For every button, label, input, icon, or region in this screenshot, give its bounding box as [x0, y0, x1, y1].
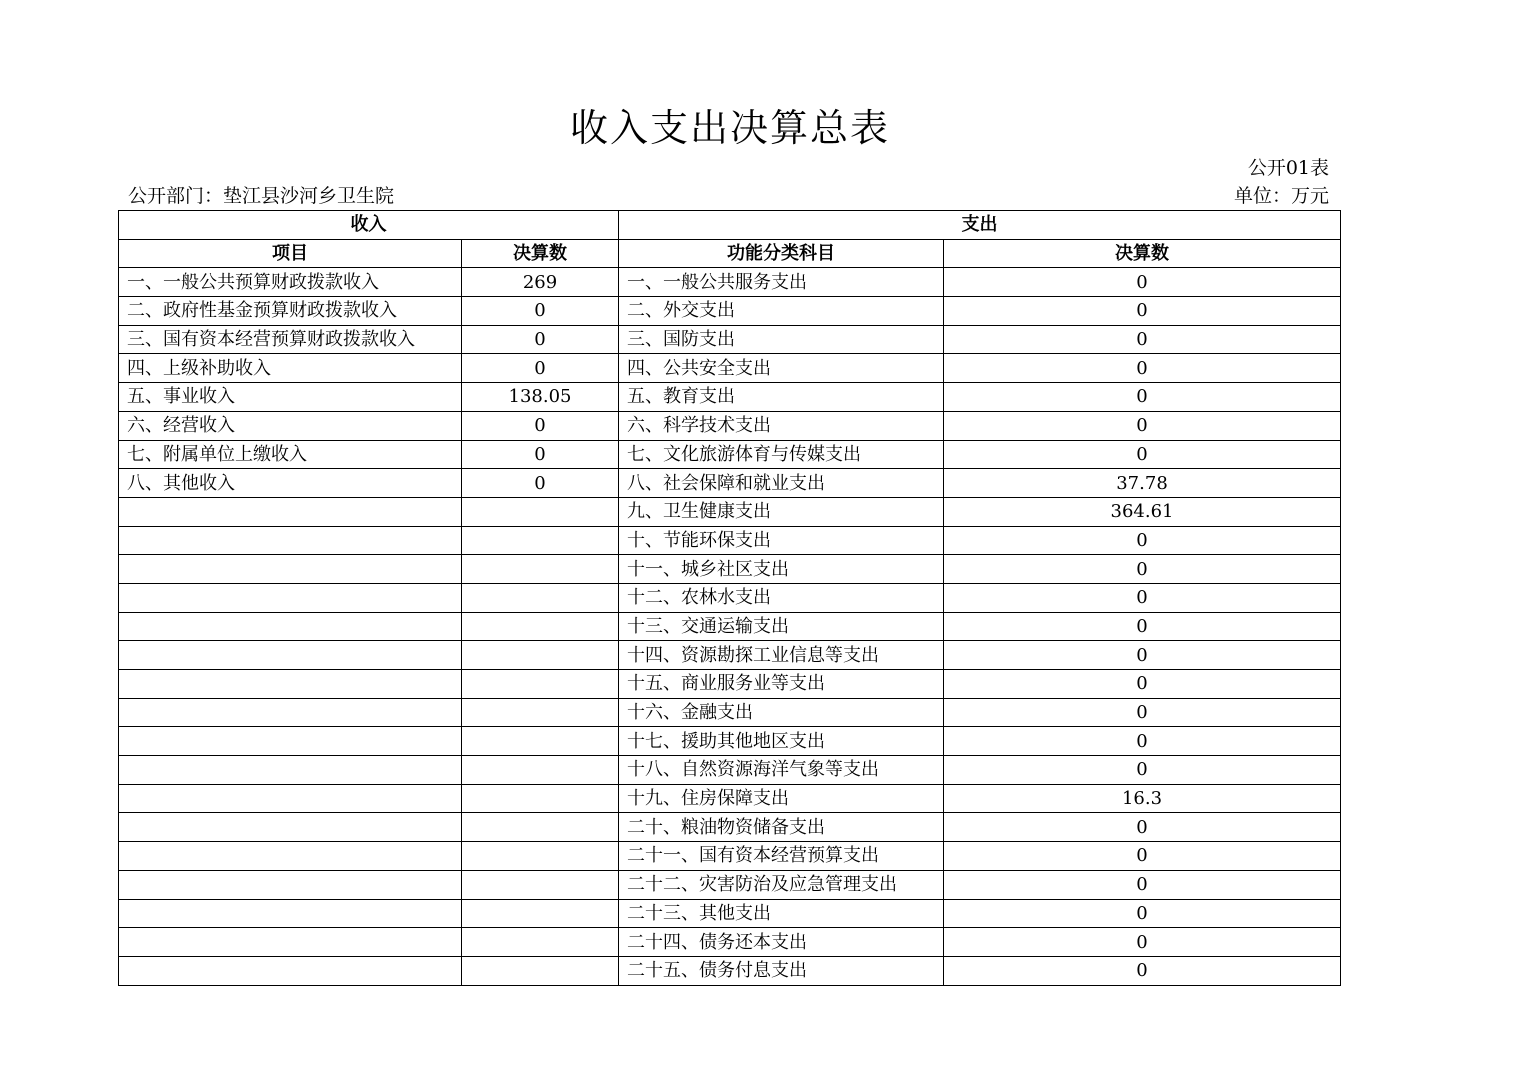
expense-amount-cell: 16.3	[944, 784, 1341, 813]
income-item-cell	[119, 641, 462, 670]
expense-amount-cell: 0	[944, 583, 1341, 612]
income-item-cell: 四、上级补助收入	[119, 354, 462, 383]
table-row	[119, 641, 1341, 670]
expense-amount-cell: 0	[944, 526, 1341, 555]
expense-amount-cell: 364.61	[944, 497, 1341, 526]
department-label: 公开部门：垫江县沙河乡卫生院	[128, 185, 395, 207]
income-amount-cell	[462, 928, 619, 957]
table-row	[119, 727, 1341, 756]
income-amount-cell: 0	[462, 440, 619, 469]
income-item-cell	[119, 842, 462, 871]
expense-item-cell: 十七、援助其他地区支出	[619, 727, 944, 756]
income-item-cell: 七、附属单位上缴收入	[119, 440, 462, 469]
expense-item-cell: 四、公共安全支出	[619, 354, 944, 383]
expense-item-cell: 七、文化旅游体育与传媒支出	[619, 440, 944, 469]
table-row	[119, 325, 1341, 354]
table-row	[119, 411, 1341, 440]
table-row	[119, 555, 1341, 584]
income-amount-cell: 138.05	[462, 383, 619, 412]
table-row	[119, 583, 1341, 612]
income-amount-cell	[462, 899, 619, 928]
expense-amount-cell: 0	[944, 842, 1341, 871]
income-amount-cell	[462, 813, 619, 842]
expense-item-cell: 十二、农林水支出	[619, 583, 944, 612]
expense-item-cell: 五、教育支出	[619, 383, 944, 412]
income-item-cell	[119, 870, 462, 899]
expense-item-cell: 二十五、债务付息支出	[619, 956, 944, 985]
income-amount-cell	[462, 555, 619, 584]
table-row	[119, 756, 1341, 785]
expense-item-cell: 三、国防支出	[619, 325, 944, 354]
income-item-cell	[119, 612, 462, 641]
income-item-cell: 二、政府性基金预算财政拨款收入	[119, 297, 462, 326]
expense-item-cell: 二十四、债务还本支出	[619, 928, 944, 957]
table-row	[119, 784, 1341, 813]
table-row	[119, 297, 1341, 326]
expense-amount-cell: 0	[944, 641, 1341, 670]
table-row	[119, 956, 1341, 985]
expense-amount-cell: 0	[944, 354, 1341, 383]
income-amount-cell	[462, 842, 619, 871]
expense-item-cell: 十九、住房保障支出	[619, 784, 944, 813]
expense-amount-cell: 0	[944, 670, 1341, 699]
expense-amount-header: 决算数	[944, 239, 1341, 268]
income-amount-cell: 269	[462, 268, 619, 297]
table-row	[119, 526, 1341, 555]
expense-amount-cell: 0	[944, 440, 1341, 469]
expense-amount-cell: 0	[944, 813, 1341, 842]
income-amount-cell: 0	[462, 354, 619, 383]
income-amount-cell: 0	[462, 469, 619, 498]
expense-item-cell: 二十三、其他支出	[619, 899, 944, 928]
income-item-cell	[119, 555, 462, 584]
income-item-cell	[119, 784, 462, 813]
income-amount-cell	[462, 583, 619, 612]
income-item-cell	[119, 727, 462, 756]
income-item-cell	[119, 928, 462, 957]
income-amount-cell: 0	[462, 325, 619, 354]
expense-amount-cell: 0	[944, 411, 1341, 440]
income-amount-header: 决算数	[462, 239, 619, 268]
expense-amount-cell: 0	[944, 956, 1341, 985]
income-amount-cell	[462, 497, 619, 526]
table-row	[119, 354, 1341, 383]
income-amount-cell	[462, 784, 619, 813]
expense-amount-cell: 0	[944, 612, 1341, 641]
table-group-header-row	[119, 211, 1341, 240]
expense-item-cell: 十五、商业服务业等支出	[619, 670, 944, 699]
expense-amount-cell: 0	[944, 268, 1341, 297]
expense-item-cell: 八、社会保障和就业支出	[619, 469, 944, 498]
expense-item-cell: 十三、交通运输支出	[619, 612, 944, 641]
unit-label: 单位：万元	[1233, 185, 1329, 207]
table-row	[119, 469, 1341, 498]
expense-item-cell: 一、一般公共服务支出	[619, 268, 944, 297]
income-amount-cell	[462, 756, 619, 785]
expense-item-cell: 二十二、灾害防治及应急管理支出	[619, 870, 944, 899]
table-row	[119, 268, 1341, 297]
expense-item-cell: 二十、粮油物资储备支出	[619, 813, 944, 842]
income-amount-cell	[462, 956, 619, 985]
expense-item-cell: 六、科学技术支出	[619, 411, 944, 440]
expense-item-cell: 十八、自然资源海洋气象等支出	[619, 756, 944, 785]
income-amount-cell	[462, 727, 619, 756]
expense-amount-cell: 0	[944, 756, 1341, 785]
page-title: 收入支出决算总表	[569, 106, 890, 150]
income-item-cell: 三、国有资本经营预算财政拨款收入	[119, 325, 462, 354]
income-expense-table	[118, 210, 1341, 986]
expense-item-cell: 十一、城乡社区支出	[619, 555, 944, 584]
income-amount-cell	[462, 870, 619, 899]
expense-amount-cell: 0	[944, 325, 1341, 354]
form-number: 公开01表	[1247, 157, 1329, 179]
income-item-cell: 八、其他收入	[119, 469, 462, 498]
expense-item-cell: 十、节能环保支出	[619, 526, 944, 555]
expense-item-header: 功能分类科目	[619, 239, 944, 268]
table-row	[119, 698, 1341, 727]
income-amount-cell	[462, 698, 619, 727]
table-row	[119, 497, 1341, 526]
table-row	[119, 670, 1341, 699]
income-amount-cell: 0	[462, 297, 619, 326]
income-item-cell	[119, 756, 462, 785]
income-item-header: 项目	[119, 239, 462, 268]
income-item-cell	[119, 583, 462, 612]
table-column-header-row	[119, 239, 1341, 268]
table-body	[119, 268, 1341, 985]
income-item-cell	[119, 497, 462, 526]
income-amount-cell	[462, 641, 619, 670]
income-item-cell: 五、事业收入	[119, 383, 462, 412]
income-item-cell	[119, 698, 462, 727]
income-item-cell	[119, 526, 462, 555]
income-item-cell	[119, 813, 462, 842]
table-row	[119, 870, 1341, 899]
income-amount-cell	[462, 612, 619, 641]
table-row	[119, 899, 1341, 928]
income-amount-cell	[462, 670, 619, 699]
table-row	[119, 842, 1341, 871]
income-item-cell: 一、一般公共预算财政拨款收入	[119, 268, 462, 297]
expense-amount-cell: 0	[944, 297, 1341, 326]
table-row	[119, 928, 1341, 957]
expense-amount-cell: 0	[944, 698, 1341, 727]
income-group-header: 收入	[119, 211, 619, 240]
income-item-cell	[119, 670, 462, 699]
table-row	[119, 383, 1341, 412]
expense-item-cell: 十六、金融支出	[619, 698, 944, 727]
expense-amount-cell: 37.78	[944, 469, 1341, 498]
income-item-cell	[119, 899, 462, 928]
table-row	[119, 440, 1341, 469]
expense-item-cell: 十四、资源勘探工业信息等支出	[619, 641, 944, 670]
expense-item-cell: 九、卫生健康支出	[619, 497, 944, 526]
expense-amount-cell: 0	[944, 727, 1341, 756]
expense-amount-cell: 0	[944, 870, 1341, 899]
expense-item-cell: 二十一、国有资本经营预算支出	[619, 842, 944, 871]
table-row	[119, 612, 1341, 641]
income-item-cell	[119, 956, 462, 985]
income-amount-cell	[462, 526, 619, 555]
table-row	[119, 813, 1341, 842]
expense-amount-cell: 0	[944, 555, 1341, 584]
income-amount-cell: 0	[462, 411, 619, 440]
expense-item-cell: 二、外交支出	[619, 297, 944, 326]
expense-amount-cell: 0	[944, 928, 1341, 957]
income-item-cell: 六、经营收入	[119, 411, 462, 440]
expense-amount-cell: 0	[944, 899, 1341, 928]
expense-amount-cell: 0	[944, 383, 1341, 412]
expense-group-header: 支出	[619, 211, 1341, 240]
